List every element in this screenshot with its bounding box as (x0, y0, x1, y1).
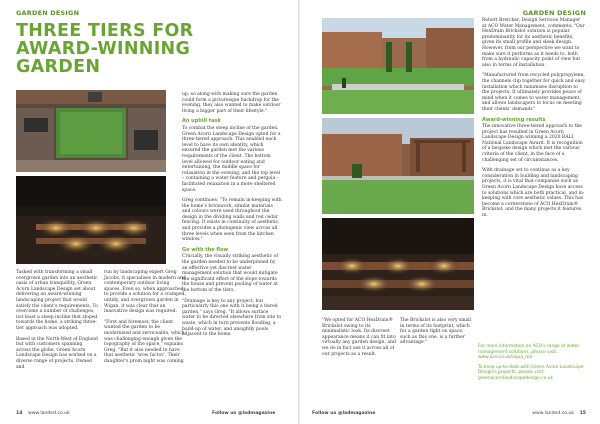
footer-url-right[interactable]: www.landed.co.uk (532, 411, 574, 416)
flow-paragraph-2: "Drainage is key to any project, but particularly this one with it being a tiered garden," says Greg. "It allows surface water to be directed elsewhere from site to waste, which in turn prevents flooding, a build-up of water, and unsightly pools adjacent to the home. (182, 298, 282, 338)
manufactured-paragraph: "Manufactured from recycled polypropylene, the channels clip together for quick and easy installation which minimises disruption to the projects. It ultimately provides peace of mind when it comes to water management, and allows landscapers to focus on meeting their clients' demands" (482, 73, 586, 112)
award-paragraph: The innovative three-tiered approach to the project has resulted in Green Acorn Landscape Design winning a 2020 BALI National Landscape Award. It is recognition of a bespoke design which met the various criteria of the client, in the face of a challenging set of circumstances. (482, 124, 583, 163)
headline (16, 22, 286, 76)
col2-paragraph-2: "First and foremost, the client wanted the garden to be modernised and serviceable, which was challenging enough given the topography of the space," explains Greg. "But it also needed to have that aesthetic 'wow factor'. Their daughter's prom night was coming (104, 319, 185, 364)
info-aco: For more information on ACO's range of water management solutions, please visit: www.aco.co.uk/aqua_ma (478, 344, 580, 361)
subhead-uphill: An uphill task (182, 118, 221, 125)
left-column-1 (16, 270, 98, 375)
info-green-acorn: To keep up-to-date with Green Acorn Landscape Design's projects, please visit: greenacornlandscapedesign.co.uk (478, 364, 584, 381)
footer-social-left: Follow us @ladmagazine (212, 411, 276, 416)
uphill-paragraph: To combat the steep incline of the garden, Green Acorn Landscape Design opted for a three-tiered approach. This enabled each level to have its own identity, which ensured the garden met the various requirements of the client. The bottom level allowed for outdoor eating and entertaining, the middle space for relaxation in the evening, and the top level – containing a water feature and pergola – facilitated relaxation in a more sheltered space. (182, 125, 281, 193)
robert-paragraph: Robert Bretcher, Design Services Manager at ACO Water Management, comments: "Our HexDrain Brickslot solution is popular predominantly for its aesthetic benefits, given its small profile and sleek design. However, from our perspective we want to make sure it performs as it needs to, both from a hydraulic capacity point of view but also in terms of installation. (482, 18, 585, 68)
footer-social-right: Follow us @ladmagazine (312, 411, 376, 416)
garden-lighting-photo (322, 218, 474, 310)
footprint-paragraph: The Brickslot is also very small in terms of its footprint, which for a garden tight on space, such as this one, is a further advantage." (400, 318, 472, 346)
left-column-2 (104, 270, 186, 370)
col2-paragraph: run by landscaping expert Greg Jacobs, it specialises in modern and contemporary outdoor living spaces. Even so, when approached to provide a solution for a cramped, untidy, and overgrown garden in Wigan, it was clear that an innovative design was required. (104, 270, 186, 315)
intro-paragraph-2: Based in the North-West of England but with customers spanning across the globe, Green Acorn Landscape Design has worked on a diverse range of projects. Owned and (16, 336, 98, 370)
garden-pergola-photo (322, 118, 474, 214)
footer-left (16, 411, 70, 416)
right-column-bottom-2 (400, 318, 474, 351)
page-number-right: 15 (579, 411, 586, 416)
garden-aerial-photo (16, 90, 166, 172)
greg-paragraph: Greg continues: "To remain in-keeping with the home's brickwork, similar materials and colours were used throughout the design in the dividing walls and red cedar fencing. It exists in continuity of aesthetic, and provides a photogenic view across all three levels when seen from the kitchen window." (182, 198, 282, 243)
garden-day-photo (322, 18, 474, 114)
award-paragraph-2: With drainage set to continue as a key consideration in building and landscaping projects, it is vital that companies such as Green Acorn Landscape Design have access to solutions which are both practical, and in-keeping with core aesthetic values. This has become a cornerstone of ACO HexDrain® Brickslot, and the many projects it features in. (482, 168, 585, 218)
subhead-flow: Go with the flow (182, 246, 229, 253)
flow-paragraph: Crucially, the visually striking aesthetic of the garden needed to be underpinned by an effective yet discreet water management solution that would mitigate the significant effect of the slope towards the house and prevent pooling of water at the bottom of the tiers. (182, 254, 279, 293)
section-tag-right: GARDEN DESIGN (522, 9, 586, 17)
subhead-award: Award-winning results (482, 116, 546, 123)
headline-line-1: THREE TIERS FOR (16, 21, 194, 41)
garden-night-photo (16, 176, 166, 264)
footer-url-left[interactable]: www.landed.co.uk (28, 411, 70, 416)
section-tag-left: GARDEN DESIGN (16, 9, 80, 17)
footer-right (532, 411, 586, 416)
info-box (478, 344, 586, 386)
right-column-bottom-1 (322, 318, 396, 362)
intro-paragraph: Tasked with transforming a small overgrown garden into an aesthetic oasis of urban tranquillity, Green Acorn Landscape Design set about delivering an award-winning landscaping project that would satisfy the client's requirements. To overcome a number of challenges, not least a steep incline that sloped towards the home, a striking three-tier approach was adopted. (16, 270, 98, 331)
page-number-left: 14 (16, 411, 23, 416)
brickslot-paragraph: "We opted for ACO HexDrain® Brickslot owing to its minimalistic look. Its discreet appearance means it can fit into virtually any garden design, and we do in fact use it across all of our projects as a result. (322, 318, 396, 357)
right-column-top (482, 18, 586, 224)
headline-line-3: GARDEN (16, 57, 101, 77)
left-column-3 (182, 92, 282, 343)
col3-top-paragraph: up, so along with making sure the garden could form a picturesque backdrop for the evening, they also wanted to make outdoor living a bigger part of their lifestyle." (182, 92, 281, 114)
headline-line-2: AWARD-WINNING (16, 39, 191, 59)
